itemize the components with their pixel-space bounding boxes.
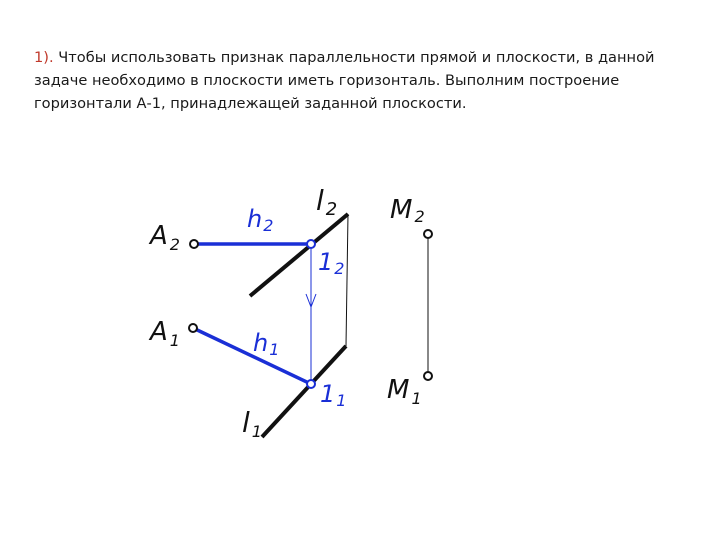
label-m1: M $_1$ <box>387 375 422 408</box>
task-text: Чтобы использовать признак параллельности прямой и плоскости, в данной задаче необходимо в плоскости иметь горизонталь. Выполним построение горизонтали А-1, принадлежащей заданной плоскости. <box>34 49 655 112</box>
link-line <box>346 214 348 346</box>
label-l2: l 2 <box>316 184 338 220</box>
point-m1 <box>424 372 432 380</box>
step-number: 1). <box>34 49 54 66</box>
label-h2: h2 <box>247 205 274 235</box>
label-m2: M 2 <box>390 195 425 226</box>
point-1-1 <box>307 380 315 388</box>
label-a1: A $_1$ <box>150 317 180 350</box>
label-1-2: 12 <box>318 248 345 278</box>
line-h1 <box>193 328 311 384</box>
point-1-2 <box>307 240 315 248</box>
point-m2 <box>424 230 432 238</box>
label-1-1: 11 <box>320 380 347 410</box>
label-h1: h1 <box>253 329 280 359</box>
label-l1: l 1 <box>242 406 262 441</box>
label-a2: A $_2$ <box>150 221 180 254</box>
point-a1 <box>189 324 197 332</box>
point-a2 <box>190 240 198 248</box>
